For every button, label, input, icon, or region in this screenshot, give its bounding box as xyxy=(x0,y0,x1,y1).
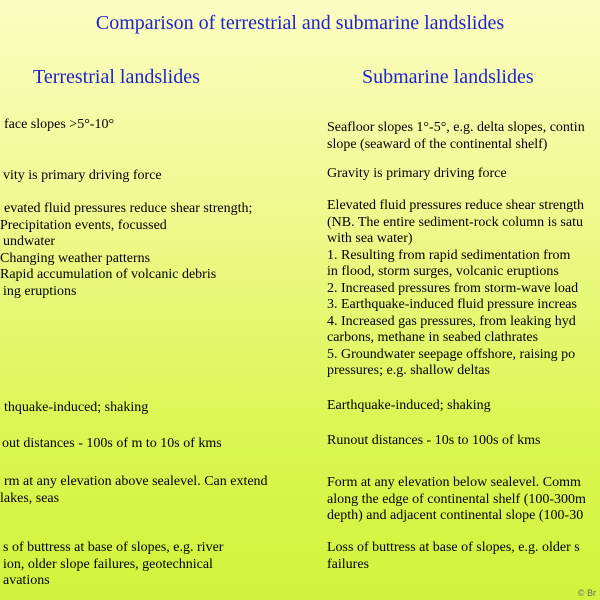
text-line: lakes, seas xyxy=(0,490,60,506)
text-line: vity is primary driving force xyxy=(3,168,162,183)
text-line: Changing weather patterns xyxy=(0,250,151,266)
submarine-heading: Submarine landslides xyxy=(362,66,534,88)
terrestrial-slopes xyxy=(0,117,300,134)
terrestrial-elevation xyxy=(0,474,300,507)
terrestrial-heading: Terrestrial landslides xyxy=(33,66,200,88)
terrestrial-earthquake xyxy=(0,400,300,417)
text-line: evated fluid pressures reduce shear strength; xyxy=(4,201,253,216)
text-line: (NB. The entire sediment-rock column is satu xyxy=(327,214,583,230)
text-line: undwater xyxy=(3,234,56,249)
terrestrial-driving-force xyxy=(0,168,300,185)
text-line: pressures; e.g. shallow deltas xyxy=(327,363,490,378)
text-line: out distances - 100s of m to 10s of kms xyxy=(2,436,222,451)
text-line: ing eruptions xyxy=(3,283,77,299)
text-line: slope (seaward of the continental shelf) xyxy=(327,136,548,152)
text-line: 5. Groundwater seepage offshore, raising po xyxy=(327,346,576,362)
text-line: carbons, methane in seabed clathrates xyxy=(327,330,539,345)
submarine-elevation xyxy=(327,475,600,525)
text-line: Form at any elevation below sealevel. Comm xyxy=(327,475,581,490)
text-line: Precipitation events, focussed xyxy=(0,217,167,233)
text-line: failures xyxy=(327,556,369,572)
text-line: Rapid accumulation of volcanic debris xyxy=(0,267,217,282)
text-line: Elevated fluid pressures reduce shear strength xyxy=(327,198,584,213)
text-line: thquake-induced; shaking xyxy=(4,400,149,415)
submarine-buttress xyxy=(327,540,600,573)
text-line: 3. Earthquake-induced fluid pressure increas xyxy=(327,297,577,312)
text-line: along the edge of continental shelf (100-300m xyxy=(327,491,586,507)
terrestrial-runout xyxy=(0,436,300,453)
text-line: 4. Increased gas pressures, from leaking hyd xyxy=(327,313,576,329)
text-line: avations xyxy=(3,573,50,588)
text-line: Earthquake-induced; shaking xyxy=(327,398,491,413)
text-line: in flood, storm surges, volcanic eruptions xyxy=(327,264,559,279)
submarine-driving-force xyxy=(327,166,600,183)
text-line: face slopes >5°-10° xyxy=(4,117,115,132)
slide-title: Comparison of terrestrial and submarine landslides xyxy=(95,12,505,34)
text-line: Loss of buttress at base of slopes, e.g. older s xyxy=(327,540,580,555)
text-line: depth) and adjacent continental slope (100-30 xyxy=(327,508,584,523)
text-line: Runout distances - 10s to 100s of kms xyxy=(327,433,541,448)
submarine-runout xyxy=(327,433,600,450)
submarine-slopes xyxy=(327,120,600,153)
submarine-earthquake xyxy=(327,398,600,415)
text-line: ion, older slope failures, geotechnical xyxy=(3,556,213,572)
text-line: Gravity is primary driving force xyxy=(327,166,507,181)
terrestrial-fluid-pressures xyxy=(0,201,300,300)
text-line: Seafloor slopes 1°-5°, e.g. delta slopes, contin xyxy=(327,120,585,135)
text-line: rm at any elevation above sealevel. Can extend xyxy=(4,474,268,489)
submarine-fluid-pressures xyxy=(327,198,600,380)
text-line: 2. Increased pressures from storm-wave load xyxy=(327,280,579,296)
terrestrial-buttress xyxy=(0,540,300,590)
text-line: with sea water) xyxy=(327,231,413,246)
copyright-notice: © Br xyxy=(577,588,596,598)
text-line: 1. Resulting from rapid sedimentation from xyxy=(327,247,571,263)
text-line: s of buttress at base of slopes, e.g. river xyxy=(3,540,224,555)
